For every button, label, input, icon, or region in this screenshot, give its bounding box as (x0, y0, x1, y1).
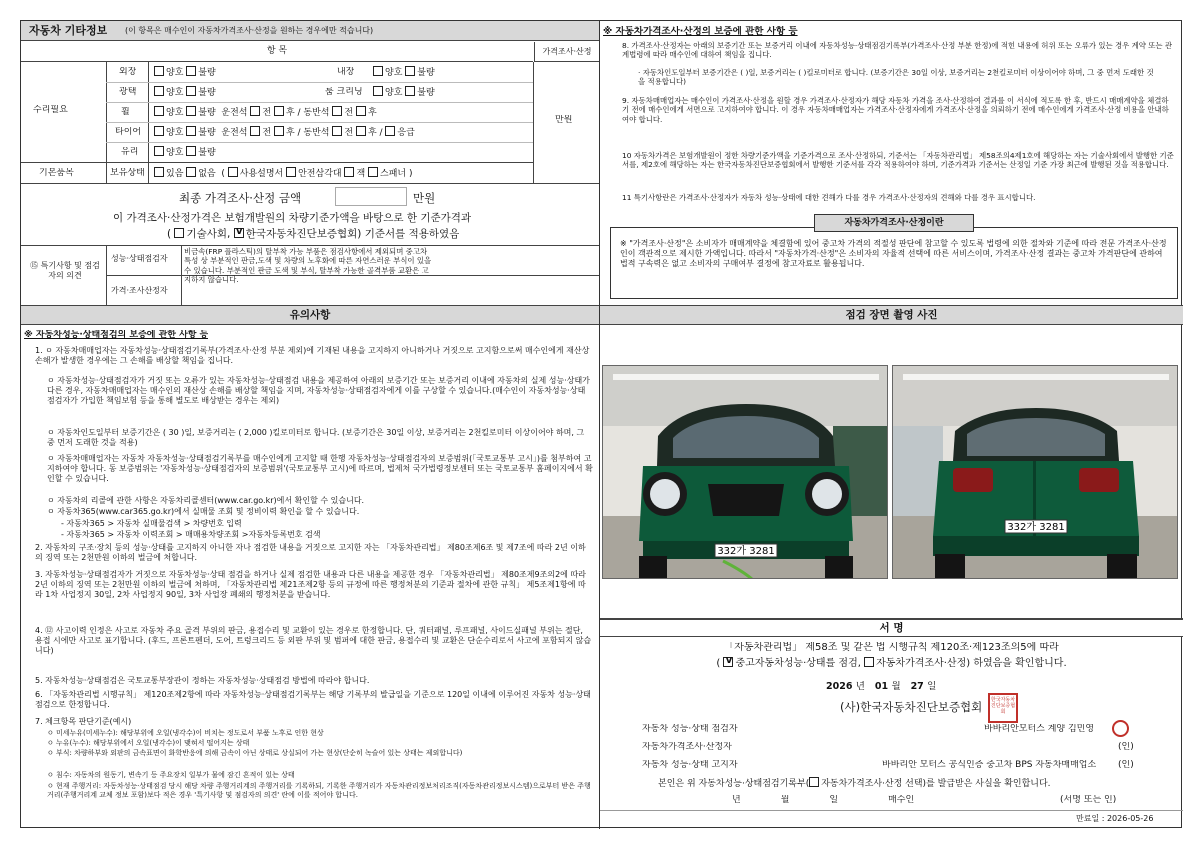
notice-item-1b: ㅇ 자동차성능·상태점검자가 거짓 또는 오류가 있는 자동차성능·상태점검 내용을 제공하여 아래의 보증기간 또는 보증거리 이내에 자동차의 실제 성능·상태가 다른 경우, 자동차매매업자는 매수인의 재산상 손해를 배상할 책임을 지며, 자동차성능·상태점검자에게 이를 구상할 수 있습니다.(매수인이 자동차성능·상태점검자가 가입한 책임보험 등을 통해 별도로 배상받는 경우는 제외) (47, 376, 590, 406)
criteria-1: ㅇ 미세누유(미세누수): 해당부위에 오일(냉각수)이 비치는 정도로서 부품 노후로 인한 현상 (47, 729, 324, 737)
notice-item-1d: ㅇ 자동차매매업자는 자동차 자동차성능·상태점검기록부를 매수인에게 고지할 때 한행 자동차성능·상태점검자의 보증범위(「국토교통부 고시」)를 첨부하여 고지하여야 합니다. 동 보증범위는 '자동차성능·상태점검자의 보증범위'(국토교통부 고시)에 따르며, 법제처 국가법령정보센터 또는 국토교통부 홈페이지에서 확인할 수 있습니다. (47, 454, 593, 484)
glass-label: 유리 (121, 147, 139, 157)
rear-car-photo-svg (893, 366, 1178, 579)
col-price-header: 가격조사·산정 (534, 42, 599, 62)
notice-item-5: 5. 자동차성능·상태점검은 국토교통부장관이 정하는 자동차성능·상태점검 방법에 따라야 합니다. (35, 676, 370, 685)
definition-text: ※ "가격조사·산정"은 소비자가 매매계약을 체결함에 있어 중고차 가격의 적절성 판단에 참고할 수 있도록 법령에 의한 절차와 기준에 따라 전문 가격조사·산정인이 객관적으로 제시한 가액입니다. 따라서 "자동차가격·산정"은 소비자의 자율적 선택에 따른 서비스이며, 가격조사·산정 결과는 중고차 가격판단에 관하여 법적 구속력은 없고 소비자의 구매여부 결정에 참고자료로 활용됩니다. (620, 239, 1167, 269)
perf-inspector-label: 성능·상태점검자 (111, 254, 168, 263)
inspection-record-page (20, 20, 1182, 828)
possession-state-label: 보유상태 (110, 168, 145, 178)
etc-info-title: 자동차 기타정보 (29, 24, 108, 37)
rear-plate-text: 332가 3281 (1007, 522, 1065, 533)
tire-driver-rear-checkbox[interactable] (274, 126, 284, 136)
signature-confirm-line: ( V 중고자동차성능·상태를 점검, 자동차가격조사·산정) 하였음을 확인합니다. (600, 657, 1183, 671)
notice-item-1h: - 자동차365 > 자동차 이력조회 > 매매용차량조회 >자동차등록번호 검색 (61, 530, 321, 539)
wheel-label: 휠 (121, 107, 130, 117)
price-warranty-item-9: 9. 자동차매매업자는 매수인이 가격조사·산정을 원할 경우 가격조사·산정자가 해당 자동차 가격을 조사·산정하여 결과를 이 서식에 적도록 한 후, 반드시 매매계약을 체결하기 전에 매수인에게 서면으로 고지하여야 합니다. 이 경우 자동차매매업자는 가격조사·산정자에게 가격조사·산정을 의뢰하기 전에 매수인에게 가격조사·산정 비용을 안내하여야 합니다. (622, 96, 1169, 124)
sig-row-label-2: 자동차가격조사·산정자 (642, 742, 732, 752)
tire-label: 타이어 (115, 127, 142, 137)
special-notes-label: ⑮ 특기사항 및 점검자의 의견 (30, 261, 100, 280)
buyer-date-line: 년 월 일 매수인 (732, 795, 915, 805)
etc-info-title-row (21, 21, 599, 41)
signature-title: 서 명 (600, 619, 1183, 637)
interior-options: 양호 불량 (373, 66, 435, 79)
inspector-seal (1112, 720, 1129, 737)
front-plate-text: 332가 3281 (717, 546, 775, 557)
glass-good-checkbox[interactable] (154, 146, 164, 156)
gloss-label: 광택 (119, 87, 137, 97)
criteria-4: ㅇ 침수: 자동차의 원동기, 변속기 등 주요장치 일부가 물에 잠긴 흔적이 있는 상태 (47, 771, 295, 779)
exterior-bad-checkbox[interactable] (186, 66, 196, 76)
interior-good-checkbox[interactable] (373, 66, 383, 76)
definition-title: 자동차가격조사·산정이란 (814, 214, 974, 232)
notice-subtitle: ※ 자동차성능·상태점검의 보증에 관한 사항 등 (24, 330, 209, 340)
price-inspector-label: 가격·조사산정자 (111, 286, 168, 295)
price-warranty-period: · 자동차인도일부터 보증기간은 ( )일, 보증거리는 ( )킬로미터로 합니다. (보증기간은 30일 이상, 보증거리는 2천킬로미터 이상이어야 하며, 그 중 먼저 도래한 것을 적용합니다) (638, 68, 1154, 87)
wheel-good-checkbox[interactable] (154, 106, 164, 116)
interior-bad-checkbox[interactable] (405, 66, 415, 76)
issue-confirm-line: 본인은 위 자동차성능·상태점검기록부( 자동차가격조사·산정 선택)를 발급받은 사실을 확인합니다. (658, 779, 1051, 789)
notice-section (21, 326, 599, 829)
spanner-checkbox[interactable] (368, 167, 378, 177)
notice-item-3: 3. 자동차성능·상태점검자가 거짓으로 자동차성능·상태 점검을 하거나 실제 점검한 내용과 다른 내용을 제공한 경우 「자동차관리법」 제80조제9조의2에 따라 2년 이하의 징역 또는 2천만원 이하의 벌금에 처하며, 「자동차관리법 제21조제2항 등의 규정에 따른 행정처분의 기준과 절차에 관한 규칙」 제5조제1항에 따라 1차 사업정지 30일, 2차 사업정지 90일, 3차 사업장 폐쇄의 행정처분을 받습니다. (35, 570, 586, 600)
notice-item-1g: - 자동차365 > 자동차 실매물검색 > 차량번호 입력 (61, 519, 242, 528)
wheel-options: 양호 불량 운전석 전 후 / 동반석 전 후 (154, 106, 377, 119)
gloss-bad-checkbox[interactable] (186, 86, 196, 96)
tire-bad-checkbox[interactable] (186, 126, 196, 136)
price-check-checkbox[interactable] (864, 657, 874, 667)
etc-info-subtitle: (이 항목은 매수인이 자동차가격조사·산정을 원하는 경우에만 적습니다) (125, 26, 374, 35)
exterior-options: 양호 불량 (154, 66, 216, 79)
basis-tech-checkbox[interactable] (174, 228, 184, 238)
front-car-photo-svg (603, 366, 888, 579)
sign-or-seal: (서명 또는 인) (1060, 795, 1117, 805)
col-item-header: 항 목 (21, 42, 533, 62)
tire-passenger-front-checkbox[interactable] (332, 126, 342, 136)
expiry-date: 만료일 : 2026-05-26 (1076, 814, 1154, 823)
repair-won-unit: 만원 (555, 115, 573, 125)
wheel-passenger-rear-checkbox[interactable] (356, 106, 366, 116)
basis-text: 이 가격조사·산정가격은 보험개발원의 차량기준가액을 바탕으로 한 기준가격과 (113, 212, 472, 224)
price-warranty-item-10: 10 자동차가격은 보험개발원이 정한 차량기준가액을 기준가격으로 조사·산정하되, 기준서는 「자동차관리법」 제58조의4제1호에 해당하는 자는 기술사회에서 발행한 기준서를, 제2호에 해당하는 자는 한국자동차진단보증협회에서 발행한 기준서를 각각 적용하여야 하며, 기준가격과 기준서는 산정일 기준 가장 최근에 발행된 것을 적용합니다. (622, 151, 1174, 170)
sig-row-label-1: 자동차 성능·상태 점검자 (642, 724, 738, 734)
criteria-5: ㅇ 현재 주행거리: 자동차성능·상태점검 당시 해당 차량 주행거리계의 주행거리를 기록하되, 기록한 주행거리가 자동차관리정보처리조직(자동차관리정보시스템)으로부터 받은 주행거리(주행거리계 교체 정보 포함)보다 적은 경우 '특기사항 및 점검자의 의견' 란에 이를 적어야 합니다. (47, 782, 591, 799)
tire-good-checkbox[interactable] (154, 126, 164, 136)
photo-rear (892, 365, 1178, 579)
jack-checkbox[interactable] (344, 167, 354, 177)
room-cleaning-bad-checkbox[interactable] (405, 86, 415, 96)
perf-inspector-comment: 비금속(FRP 플라스틱)의 탈부착 가능 부품은 점검사항에서 제외되며 중고차 특성 상 부분적인 판금,도색 및 차량의 노후화에 따른 자연스러운 부식이 있을 수 있습니다. 부분적인 판금 도색 및 부식, 탈부착 가능한 골격부품 교환은 고지하지 않습니다. (184, 247, 432, 285)
notice-item-7: 7. 체크항목 판단기준(예시) (35, 717, 132, 726)
final-price-input[interactable] (335, 187, 407, 206)
tire-emergency-checkbox[interactable] (385, 126, 395, 136)
criteria-3: ㅇ 부식: 차량하부와 외판의 금속표면이 화학반응에 의해 금속이 아닌 상태로 상실되어 가는 현상(단순히 녹슬어 있는 상태는 제외합니다) (47, 749, 463, 757)
notice-item-1f: ㅇ 자동차365(www.car365.go.kr)에서 실매물 조회 및 정비이력 확인을 할 수 있습니다. (47, 507, 360, 516)
photo-front (602, 365, 888, 579)
room-cleaning-options: 양호 불량 (373, 86, 435, 99)
sig-row-value-3: 바바리안 모터스 공식인증 중고차 BPS 자동차매매업소 (882, 760, 1097, 770)
tire-passenger-rear-checkbox[interactable] (356, 126, 366, 136)
glass-bad-checkbox[interactable] (186, 146, 196, 156)
manual-checkbox[interactable] (228, 167, 238, 177)
basis-kadia-checkbox[interactable] (234, 228, 244, 238)
exterior-good-checkbox[interactable] (154, 66, 164, 76)
signature-org: (사)한국자동차진단보증협회 (840, 700, 983, 714)
sig-row-label-3: 자동차 성능·상태 고지자 (642, 760, 738, 770)
basic-none-checkbox[interactable] (186, 167, 196, 177)
wheel-driver-rear-checkbox[interactable] (274, 106, 284, 116)
notice-item-1a: 1. ㅇ 자동차매매업자는 자동차성능·상태점검기록부(가격조사·산정 부분 제외)에 기재된 내용을 고지하지 아니하거나 거짓으로 고지함으로써 매수인에게 재산상 손해가 발생한 경우에는 그 손해를 배상할 책임을 집니다. (35, 346, 590, 366)
gloss-options: 양호 불량 (154, 86, 216, 99)
notice-item-6: 6. 「자동차관리법 시행규칙」 제120조제2항에 따라 자동차성능·상태점검기록부는 해당 기록부의 발급일을 기준으로 120일 이내에 이루어진 자동차 성능·상태점검으로 한정합니다. (35, 690, 591, 710)
sig-row-value-1: 바바리안모터스 계양 김민영 (984, 724, 1095, 734)
signature-date: 2026 년 01 월 27 일 (826, 681, 937, 692)
signature-law-text: 「자동차관리법」 제58조 및 같은 법 시행규칙 제120조·제123조의5에 따라 (724, 642, 1059, 653)
notice-item-1c: ㅇ 자동차인도일부터 보증기간은 ( 30 )일, 보증거리는 ( 2,000 )킬로미터로 합니다. (보증기간은 30일 이상, 보증거리는 2천킬로미터 이상이어야 하며, 그 중 먼저 도래한 것을 적용) (47, 428, 585, 448)
tire-driver-front-checkbox[interactable] (250, 126, 260, 136)
final-price-unit: 만원 (413, 191, 436, 205)
org-stamp: 한국자동차진단보증협회 (988, 693, 1018, 723)
room-cleaning-good-checkbox[interactable] (373, 86, 383, 96)
triangle-checkbox[interactable] (286, 167, 296, 177)
basic-items-options: 있음 없음 ( 사용설명서 안전삼각대 잭 스패너 ) (154, 167, 413, 180)
price-warranty-item-11: 11 특기사항란은 가격조사·산정자가 자동차 성능·상태에 대한 견해가 다를 경우 가격조사·산정자의 견해와 다를 경우 표시합니다. (622, 193, 1036, 202)
price-warranty-item-8: 8. 가격조사·산정자는 아래의 보증기간 또는 보증거리 이내에 자동차성능·상태점검기록부(가격조사·산정 부분 한정)에 적힌 내용에 허위 또는 오류가 있는 경우 계약 또는 관계법령에 따라 매수인에 대하여 책임을 집니다. (622, 41, 1172, 60)
group-repair-label: 수리필요 (33, 105, 68, 115)
basic-have-checkbox[interactable] (154, 167, 164, 177)
wheel-bad-checkbox[interactable] (186, 106, 196, 116)
etc-info-section (21, 21, 599, 305)
interior-label: 내장 (337, 67, 355, 77)
wheel-passenger-front-checkbox[interactable] (332, 106, 342, 116)
wheel-driver-front-checkbox[interactable] (250, 106, 260, 116)
photos-title: 점검 장면 촬영 사진 (600, 305, 1183, 325)
notice-item-4: 4. ⑫ 사고이력 인정은 사고로 자동차 주요 골격 부위의 판금, 용접수리 및 교환이 있는 경우로 한정합니다. 단, 쿼터패널, 루프패널, 사이드실패널 부위는 절단, 용접 시에만 사고로 표기합니다. (후드, 프론트펜더, 도어, 트렁크리드 등 외판 부위 및 범퍼에 대한 판금, 용접수리 및 교환은 단순수리로서 사고에 포함되지 않습니다) (35, 626, 592, 656)
glass-options: 양호 불량 (154, 146, 216, 159)
basis-options: ( 기술사회, V 한국자동차진단보증협회) 기준서를 적용하였음 (167, 228, 459, 241)
tire-options: 양호 불량 운전석 전 후 / 동반석 전 후 / 응급 (154, 126, 415, 139)
notice-title: 유의사항 (21, 305, 599, 325)
gloss-good-checkbox[interactable] (154, 86, 164, 96)
signature-section (600, 638, 1183, 829)
group-basic-label: 기본품목 (39, 168, 74, 178)
perf-check-checkbox[interactable] (723, 657, 733, 667)
exterior-label: 외장 (119, 67, 137, 77)
sig-row-suffix-2: (인) (1118, 742, 1134, 752)
notice-item-1e: ㅇ 자동차의 리콜에 관한 사항은 자동차리콜센터(www.car.go.kr)에서 확인할 수 있습니다. (47, 496, 365, 505)
issue-price-checkbox[interactable] (809, 777, 819, 787)
sig-row-suffix-3: (인) (1118, 760, 1134, 770)
notice-item-2: 2. 자동차의 구조·장치 등의 성능·상태를 고지하지 아니한 자나 점검한 내용을 거짓으로 고지한 자는 「자동차관리법」 제80조제6조 및 제7조에 따라 2년 이하의 징역 또는 2천만원 이하의 벌금에 처합니다. (35, 543, 586, 563)
final-price-label: 최종 가격조사·산정 금액 (179, 191, 302, 205)
price-warranty-section (600, 21, 1183, 305)
room-cleaning-label: 룸 크리닝 (325, 87, 363, 97)
criteria-2: ㅇ 누유(누수): 해당부위에서 오일(냉각수)이 맺혀서 떨어지는 상태 (47, 739, 250, 747)
price-warranty-title: ※ 자동차가격조사·산정의 보증에 관한 사항 등 (603, 26, 798, 37)
